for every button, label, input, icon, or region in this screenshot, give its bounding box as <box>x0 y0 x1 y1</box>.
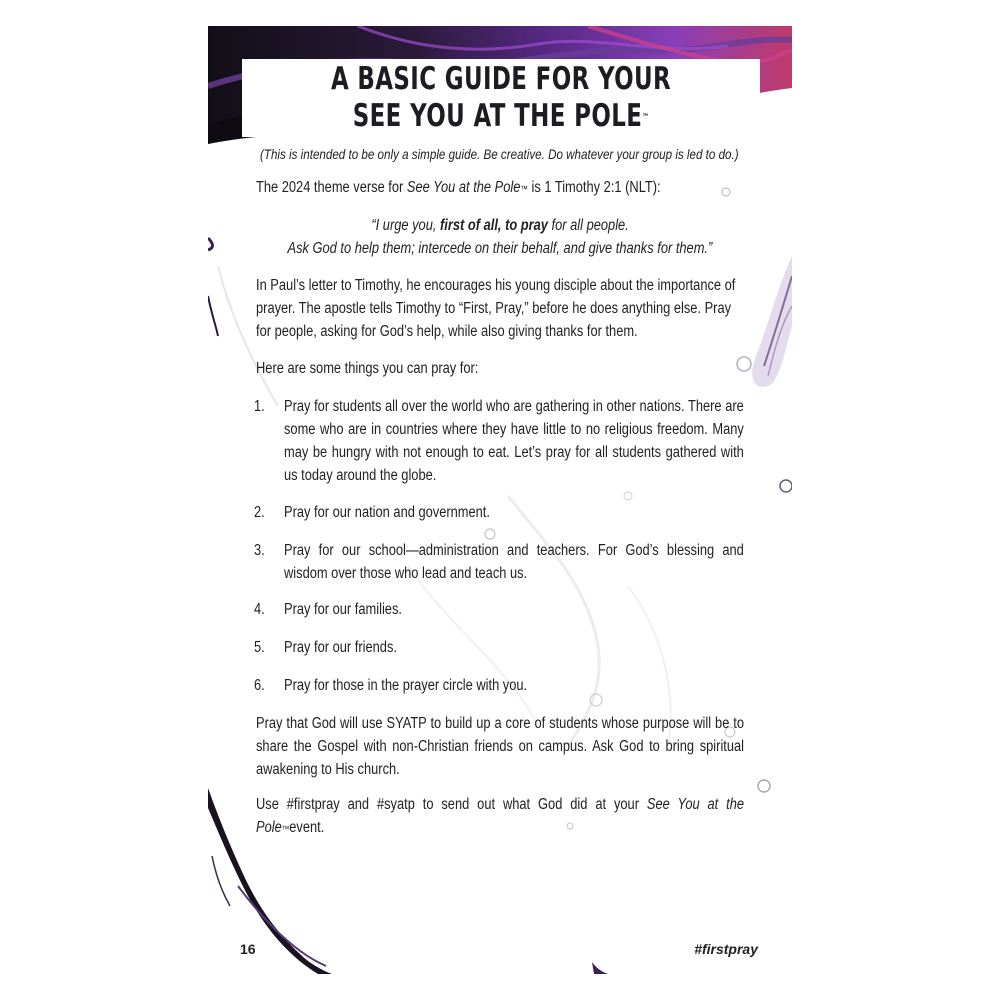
theme-prefix: The 2024 theme verse for <box>256 179 404 196</box>
page-title-line-2 <box>309 98 692 134</box>
theme-verse-intro <box>256 176 744 199</box>
verse-bold: first of all, to pray <box>439 217 548 234</box>
list-item-number: 5. <box>254 639 265 656</box>
hashtag-trademark: ™ <box>281 824 290 834</box>
list-item-number: 4. <box>254 601 265 618</box>
intro-paragraph: In Paul’s letter to Timothy, he encourages his young disciple about the importance of prayer. The apostle tells Timothy to “First, Pray,” before he does anything else. Pray for people, asking for God’s help, while also giving thanks for them. <box>256 277 736 340</box>
trademark-mark: ™ <box>642 113 650 123</box>
verse-part-2: for all people. <box>551 217 629 234</box>
list-item-number: 6. <box>254 677 265 694</box>
theme-suffix: is 1 Timothy 2:1 (NLT): <box>531 179 661 196</box>
page-title-line-2-text: SEE YOU AT THE POLE <box>352 98 643 134</box>
page-title-line-1: A BASIC GUIDE FOR YOUR <box>330 61 672 97</box>
page-number: 16 <box>240 941 256 957</box>
booklet-page <box>208 26 792 974</box>
list-item: Pray for our families. <box>284 601 402 618</box>
list-item: Pray for students all over the world who are gathering in other nations. There are some who are in countries where they have little to no religious freedom. Many may be hungry with not enough to eat. Let’s pray for all students gathered with us today around the globe. <box>284 398 744 484</box>
list-item: Pray for our school—administration and teachers. For God’s blessing and wisdom over those who lead and teach us. <box>284 542 744 582</box>
list-item-number: 3. <box>254 542 265 559</box>
theme-event-name: See You at the Pole <box>406 179 521 196</box>
theme-trademark: ™ <box>520 184 528 194</box>
list-item-number: 2. <box>254 504 265 521</box>
verse-part-1: “I urge you, <box>371 217 437 234</box>
footer-hashtag: #firstpray <box>694 941 758 957</box>
list-item: Pray for our nation and government. <box>284 504 490 521</box>
list-item: Pray for our friends. <box>284 639 397 656</box>
theme-verse-line-2: Ask God to help them; intercede on their behalf, and give thanks for them.” <box>287 240 713 257</box>
hashtag-prefix: Use #firstpray and #syatp to send out what God did at your <box>256 796 639 813</box>
hashtag-paragraph <box>256 793 744 839</box>
title-box <box>242 59 760 137</box>
list-item: Pray for those in the prayer circle with you. <box>284 677 528 694</box>
closing-paragraph: Pray that God will use SYATP to build up a core of students whose purpose will be to share the Gospel with non-Christian friends on campus. Ask God to bring spiritual awakening to His church. <box>256 715 745 778</box>
subtitle: (This is intended to be only a simple guide. Be creative. Do whatever your group is led to do.) <box>260 146 739 162</box>
theme-verse-line-1 <box>371 214 628 237</box>
hashtag-event-name: See You at the Pole <box>256 796 745 836</box>
list-intro: Here are some things you can pray for: <box>256 360 479 377</box>
list-item-number: 1. <box>254 398 265 415</box>
theme-verse <box>208 214 792 260</box>
hashtag-suffix: event. <box>289 819 325 836</box>
